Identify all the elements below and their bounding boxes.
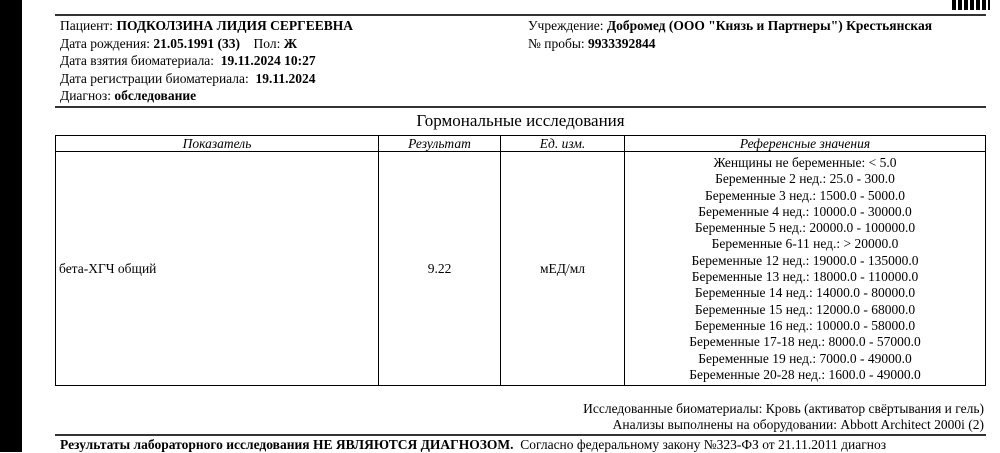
reference-item: Беременные 5 нед.: 20000.0 - 100000.0	[694, 220, 916, 236]
indicator-name: бета-ХГЧ общий	[56, 152, 379, 386]
reference-item: Беременные 20-28 нед.: 1600.0 - 49000.0	[689, 366, 921, 382]
header-indicator: Показатель	[56, 136, 379, 152]
reference-item: Беременные 15 нед.: 12000.0 - 68000.0	[694, 301, 916, 317]
header-result: Результат	[379, 136, 501, 152]
patient-info	[60, 17, 353, 105]
institution-info	[528, 17, 932, 52]
diagnosis-line	[60, 87, 353, 105]
institution: Добромед (ООО "Князь и Партнеры") Крестьянская	[606, 18, 933, 33]
reference-item: Беременные 13 нед.: 18000.0 - 110000.0	[691, 269, 919, 285]
sex: Ж	[283, 35, 298, 51]
diagnosis: обследование	[114, 88, 197, 103]
sample-number: 9933392844	[588, 35, 656, 51]
label: Дата взятия биоматериала:	[60, 53, 215, 68]
registration-date: 19.11.2024	[255, 70, 316, 86]
reference-item: Беременные 3 нед.: 1500.0 - 5000.0	[705, 187, 905, 203]
biomaterials-note: Исследованные биоматериалы: Кровь (активатор свёртывания и гель)	[583, 401, 984, 416]
reference-item: Беременные 14 нед.: 14000.0 - 80000.0	[694, 285, 916, 301]
table-row	[56, 152, 986, 386]
header-unit: Ед. изм.	[501, 136, 625, 152]
reference-item: Беременные 4 нед.: 10000.0 - 30000.0	[698, 203, 912, 219]
label: Пациент:	[60, 18, 114, 33]
header-reference: Референсные значения	[625, 136, 986, 152]
disclaimer	[60, 437, 886, 453]
reference-item: Беременные 2 нед.: 25.0 - 300.0	[715, 171, 895, 187]
reference-item: Беременные 17-18 нед.: 8000.0 - 57000.0	[689, 334, 921, 350]
reference-item: Беременные 16 нед.: 10000.0 - 58000.0	[694, 317, 916, 333]
reference-values	[625, 152, 986, 386]
qr-code	[952, 0, 990, 10]
divider	[55, 106, 986, 108]
patient-line	[60, 17, 353, 35]
reference-item: Беременные 6-11 нед.: > 20000.0	[711, 236, 899, 252]
reference-item: Беременные 12 нед.: 19000.0 - 135000.0	[691, 252, 919, 268]
sampling-line	[60, 52, 353, 70]
label: Дата регистрации биоматериала:	[60, 70, 249, 86]
disclaimer-bold: Результаты лабораторного исследования НЕ ЯВЛЯЮТСЯ ДИАГНОЗОМ.	[60, 437, 514, 452]
divider	[55, 14, 986, 16]
scan-border	[0, 0, 22, 452]
disclaimer-text: Согласно федеральному закону №323-ФЗ от 21.11.2011 диагноз	[520, 437, 887, 452]
registration-line	[60, 70, 353, 88]
label: № пробы:	[528, 35, 585, 51]
label: Учреждение:	[528, 18, 604, 33]
equipment-note: Анализы выполнены на оборудовании: Abbott Architect 2000i (2)	[612, 417, 984, 432]
sampling-date: 19.11.2024 10:27	[220, 53, 316, 68]
birth-line	[60, 35, 353, 53]
birth-date: 21.05.1991 (33)	[153, 35, 241, 51]
result-value: 9.22	[379, 152, 501, 386]
unit: мЕД/мл	[501, 152, 625, 386]
patient-name: ПОДКОЛЗИНА ЛИДИЯ СЕРГЕЕВНА	[116, 18, 353, 33]
reference-item: Женщины не беременные: < 5.0	[713, 155, 897, 170]
reference-item: Беременные 19 нед.: 7000.0 - 49000.0	[698, 350, 912, 366]
label: Пол:	[253, 35, 281, 51]
label: Дата рождения:	[60, 35, 151, 51]
divider	[55, 434, 986, 436]
results-table	[55, 135, 986, 386]
section-title: Гормональные исследования	[416, 111, 625, 130]
label: Диагноз:	[60, 88, 112, 103]
